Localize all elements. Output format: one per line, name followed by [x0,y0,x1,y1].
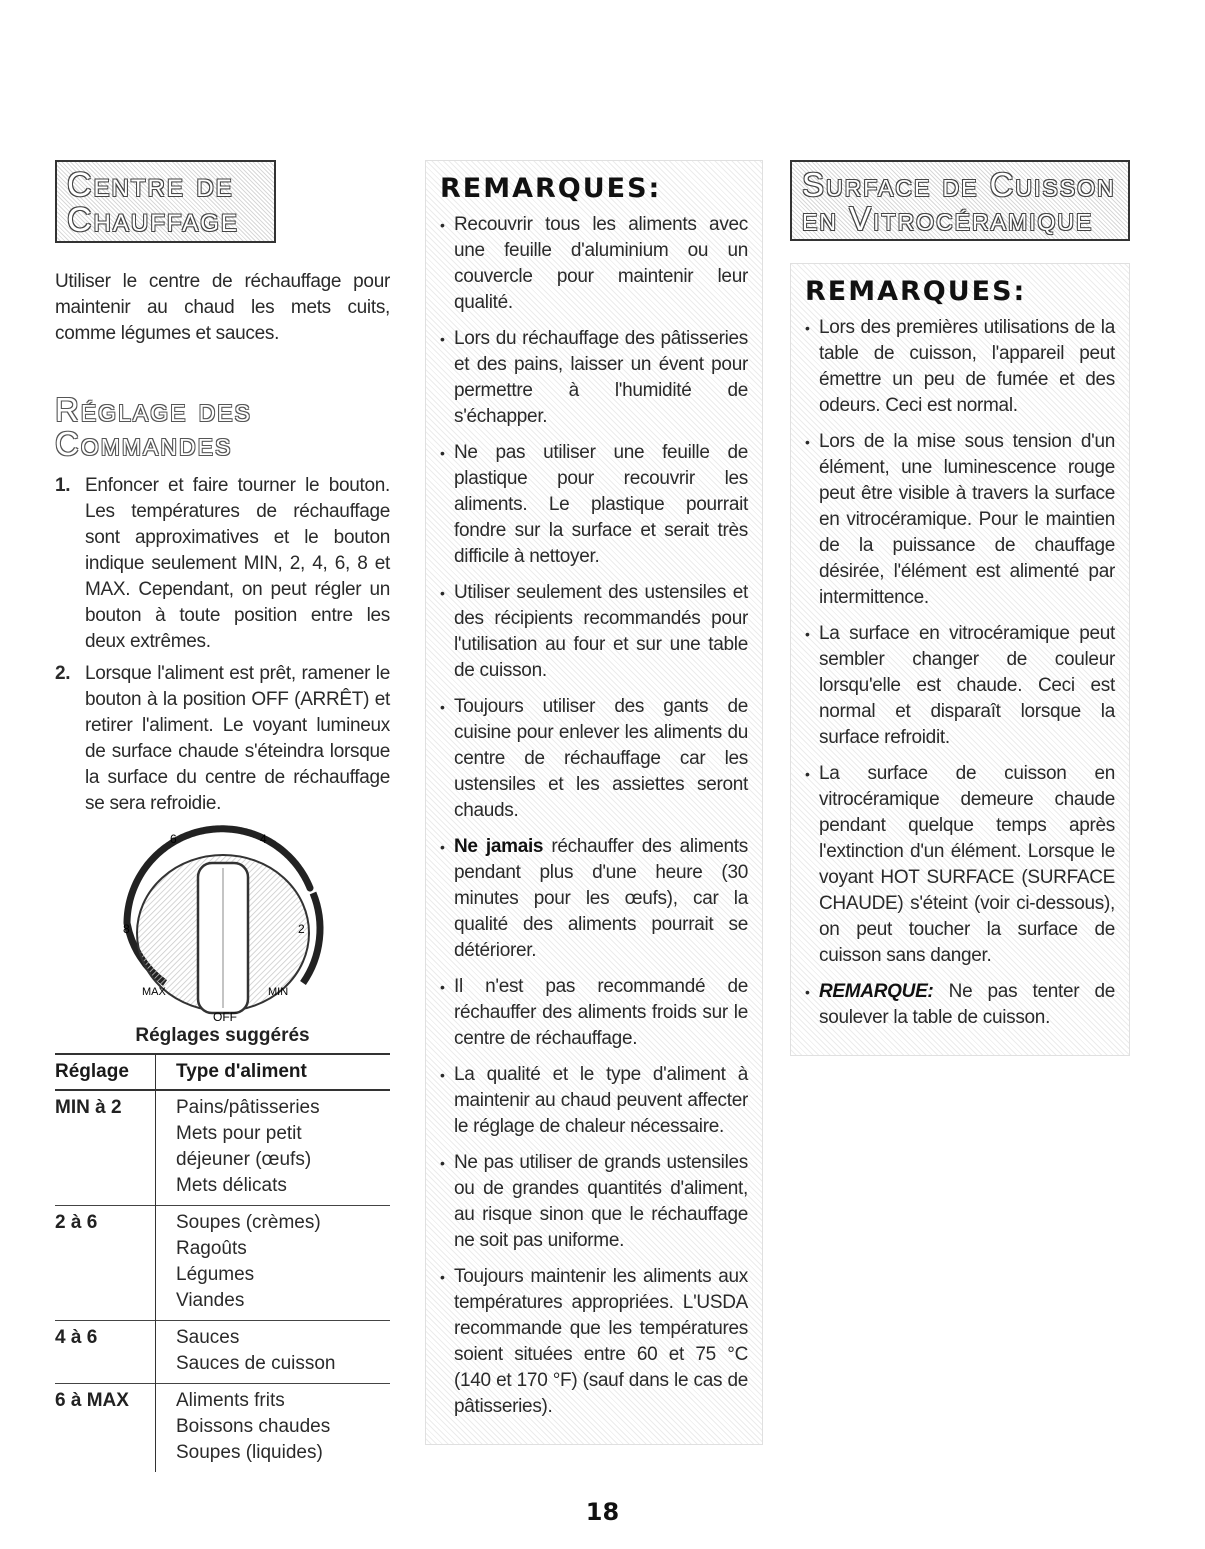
dial-label-8: 8 [123,922,130,937]
header-setting: Réglage [55,1061,129,1083]
step-number: 1. [55,475,71,497]
remark-item [440,1264,748,1420]
food-item: Soupes (liquides) [176,1442,323,1464]
food-item: Pains/pâtisseries [176,1097,320,1119]
remark-emphasis: Ne jamais [454,836,544,857]
title-line: Centre de [67,166,234,204]
page-number: 18 [585,1498,620,1526]
remark-text: Ne pas utiliser de grands ustensiles ou de grandes quantités d'aliment, au risque sinon que le réchauffage ne soit pas uniforme. [454,1152,748,1251]
food-cell [156,1384,391,1473]
food-item: déjeuner (œufs) [176,1149,312,1171]
title-line: Chauffage [67,200,239,239]
food-item: Sauces [176,1327,240,1349]
remarks-list [440,212,748,1420]
food-cell [156,1090,391,1206]
food-cell [156,1321,391,1384]
remark-text: Lors du réchauffage des pâtisseries et des pains, laisser un évent pour permettre à l'humidité de s'échapper. [454,328,748,427]
remarks-title: REMARQUES: [440,173,662,204]
table-row [55,1090,390,1206]
remark-text: Recouvrir tous les aliments avec une feuille d'aluminium ou un couvercle pour maintenir leur qualité. [454,214,748,313]
step-item [55,661,390,817]
steps-list [55,473,390,817]
heading-line: Réglage des [55,391,252,429]
ceramic-remarks-box [790,263,1130,1056]
remark-item [805,621,1115,751]
setting-level: 6 à MAX [55,1390,129,1412]
setting-level: 4 à 6 [55,1327,98,1349]
food-item: Sauces de cuisson [176,1353,336,1375]
step-item [55,473,390,655]
remark-item [440,974,748,1052]
remark-item [440,694,748,824]
remark-text: Il n'est pas recommandé de réchauffer des aliments froids sur le centre de réchauffage. [454,976,748,1049]
remark-text: La surface en vitrocéramique peut sembler changer de couleur lorsqu'elle est chaude. Ceci est normal et disparaît lorsque la surface refroidit. [819,623,1115,749]
food-item: Viandes [176,1290,245,1312]
remark-item [805,315,1115,419]
title-line: en Vitrocéramique [802,199,1094,237]
table-caption: Réglages suggérés [135,1025,310,1047]
remark-item [440,834,748,964]
remark-item [440,440,748,570]
intro-paragraph: Utiliser le centre de réchauffage pour maintenir au chaud les mets cuits, comme légumes et sauces. [55,271,390,345]
setting-level: MIN à 2 [55,1097,122,1119]
header-food-type: Type d'aliment [156,1054,391,1090]
remark-text: Utiliser seulement des ustensiles et des récipients recommandés pour l'utilisation au four et sur une table de cuisson. [454,582,748,681]
remark-item [440,326,748,430]
food-item: Mets délicats [176,1175,287,1197]
knob-illustration [55,823,390,1023]
remark-item [440,212,748,316]
remark-text: Lors des premières utilisations de la table de cuisson, l'appareil peut émettre un peu de fumée et des odeurs. Ceci est normal. [819,317,1115,417]
food-item: Mets pour petit [176,1123,302,1145]
remark-text: Lors de la mise sous tension d'un élément, une luminescence rouge peut être visible à travers la surface en vitrocéramique. Pour le maintien de la puissance de chauffage désirée, l'élément est alimenté par intermittence. [819,431,1115,609]
food-item: Légumes [176,1264,255,1286]
title-line: Surface de Cuisson [802,166,1116,203]
dial-label-4: 4 [260,832,267,847]
settings-table [55,1053,390,1472]
remark-item [440,580,748,684]
food-cell [156,1206,391,1321]
food-item: Aliments frits [176,1390,285,1412]
remark-emphasis: REMARQUE: [819,981,934,1003]
remark-item [805,979,1115,1031]
dial-label-2: 2 [298,922,305,937]
section-title-ceramic-surface [790,160,1130,241]
remark-item [805,429,1115,611]
remark-text: Ne pas utiliser une feuille de plastique pour recouvrir les aliments. Le plastique pourrait fondre sur la surface et serait très difficile à nettoyer. [454,442,748,567]
setting-level: 2 à 6 [55,1212,98,1234]
remark-text: réchauffer des aliments pendant plus d'une heure (30 minutes pour les œufs), car la qualité des aliments pourrait se détériorer. [454,836,748,961]
dial-label-6: 6 [170,832,177,847]
dial-label-off: OFF [213,1010,237,1024]
heading-line: Commandes [55,425,233,463]
table-header-row [55,1054,390,1090]
remark-item [440,1150,748,1254]
table-row [55,1206,390,1321]
right-column [790,160,1130,1056]
remark-text: Toujours maintenir les aliments aux températures appropriées. L'USDA recommande que les températures soient situées entre 60 et 75 °C (140 et 170 °F) (sauf dans le cas de pâtisseries). [454,1266,748,1417]
remarks-list [805,315,1115,1031]
table-row [55,1384,390,1473]
remark-item [805,761,1115,969]
food-item: Ragoûts [176,1238,247,1260]
dial-label-max: MAX [142,986,166,999]
remark-item [440,1062,748,1140]
remarks-box [425,160,763,1445]
middle-column [425,160,763,1445]
step-text: Enfoncer et faire tourner le bouton. Les températures de réchauffage sont approximatives et le bouton indique seulement MIN, 2, 4, 6, 8 et MAX. Cependant, on peut régler un bouton à toute position entre les deux extrêmes. [85,475,390,653]
step-number: 2. [55,663,71,685]
remark-text: Ne pas tenter de soulever la table de cuisson. [819,981,1115,1029]
controls-heading [55,393,390,461]
remark-text: Toujours utiliser des gants de cuisine pour enlever les aliments du centre de réchauffage car les ustensiles et les assiettes seront chauds. [454,696,748,821]
remark-text: La surface de cuisson en vitrocéramique demeure chaude pendant quelque temps après l'extinction d'un élément. Lorsque le voyant HOT SURFACE (SURFACE CHAUDE) s'éteint (voir ci-dessous), on peut toucher la surface de cuisson sans danger. [819,763,1115,967]
dial-label-min: MIN [268,986,289,999]
knob-icon [55,823,390,1023]
food-item: Boissons chaudes [176,1416,331,1438]
left-column [55,160,390,1472]
section-title-warming-center [55,160,276,243]
remarks-title: REMARQUES: [805,276,1027,308]
table-row [55,1321,390,1384]
food-item: Soupes (crèmes) [176,1212,321,1234]
step-text: Lorsque l'aliment est prêt, ramener le bouton à la position OFF (ARRÊT) et retirer l'aliment. Le voyant lumineux de surface chaude s'éteindra lorsque la surface du centre de réchauffage se sera refroidie. [85,663,390,815]
remark-text: La qualité et le type d'aliment à maintenir au chaud peuvent affecter le réglage de chaleur nécessaire. [454,1064,748,1137]
